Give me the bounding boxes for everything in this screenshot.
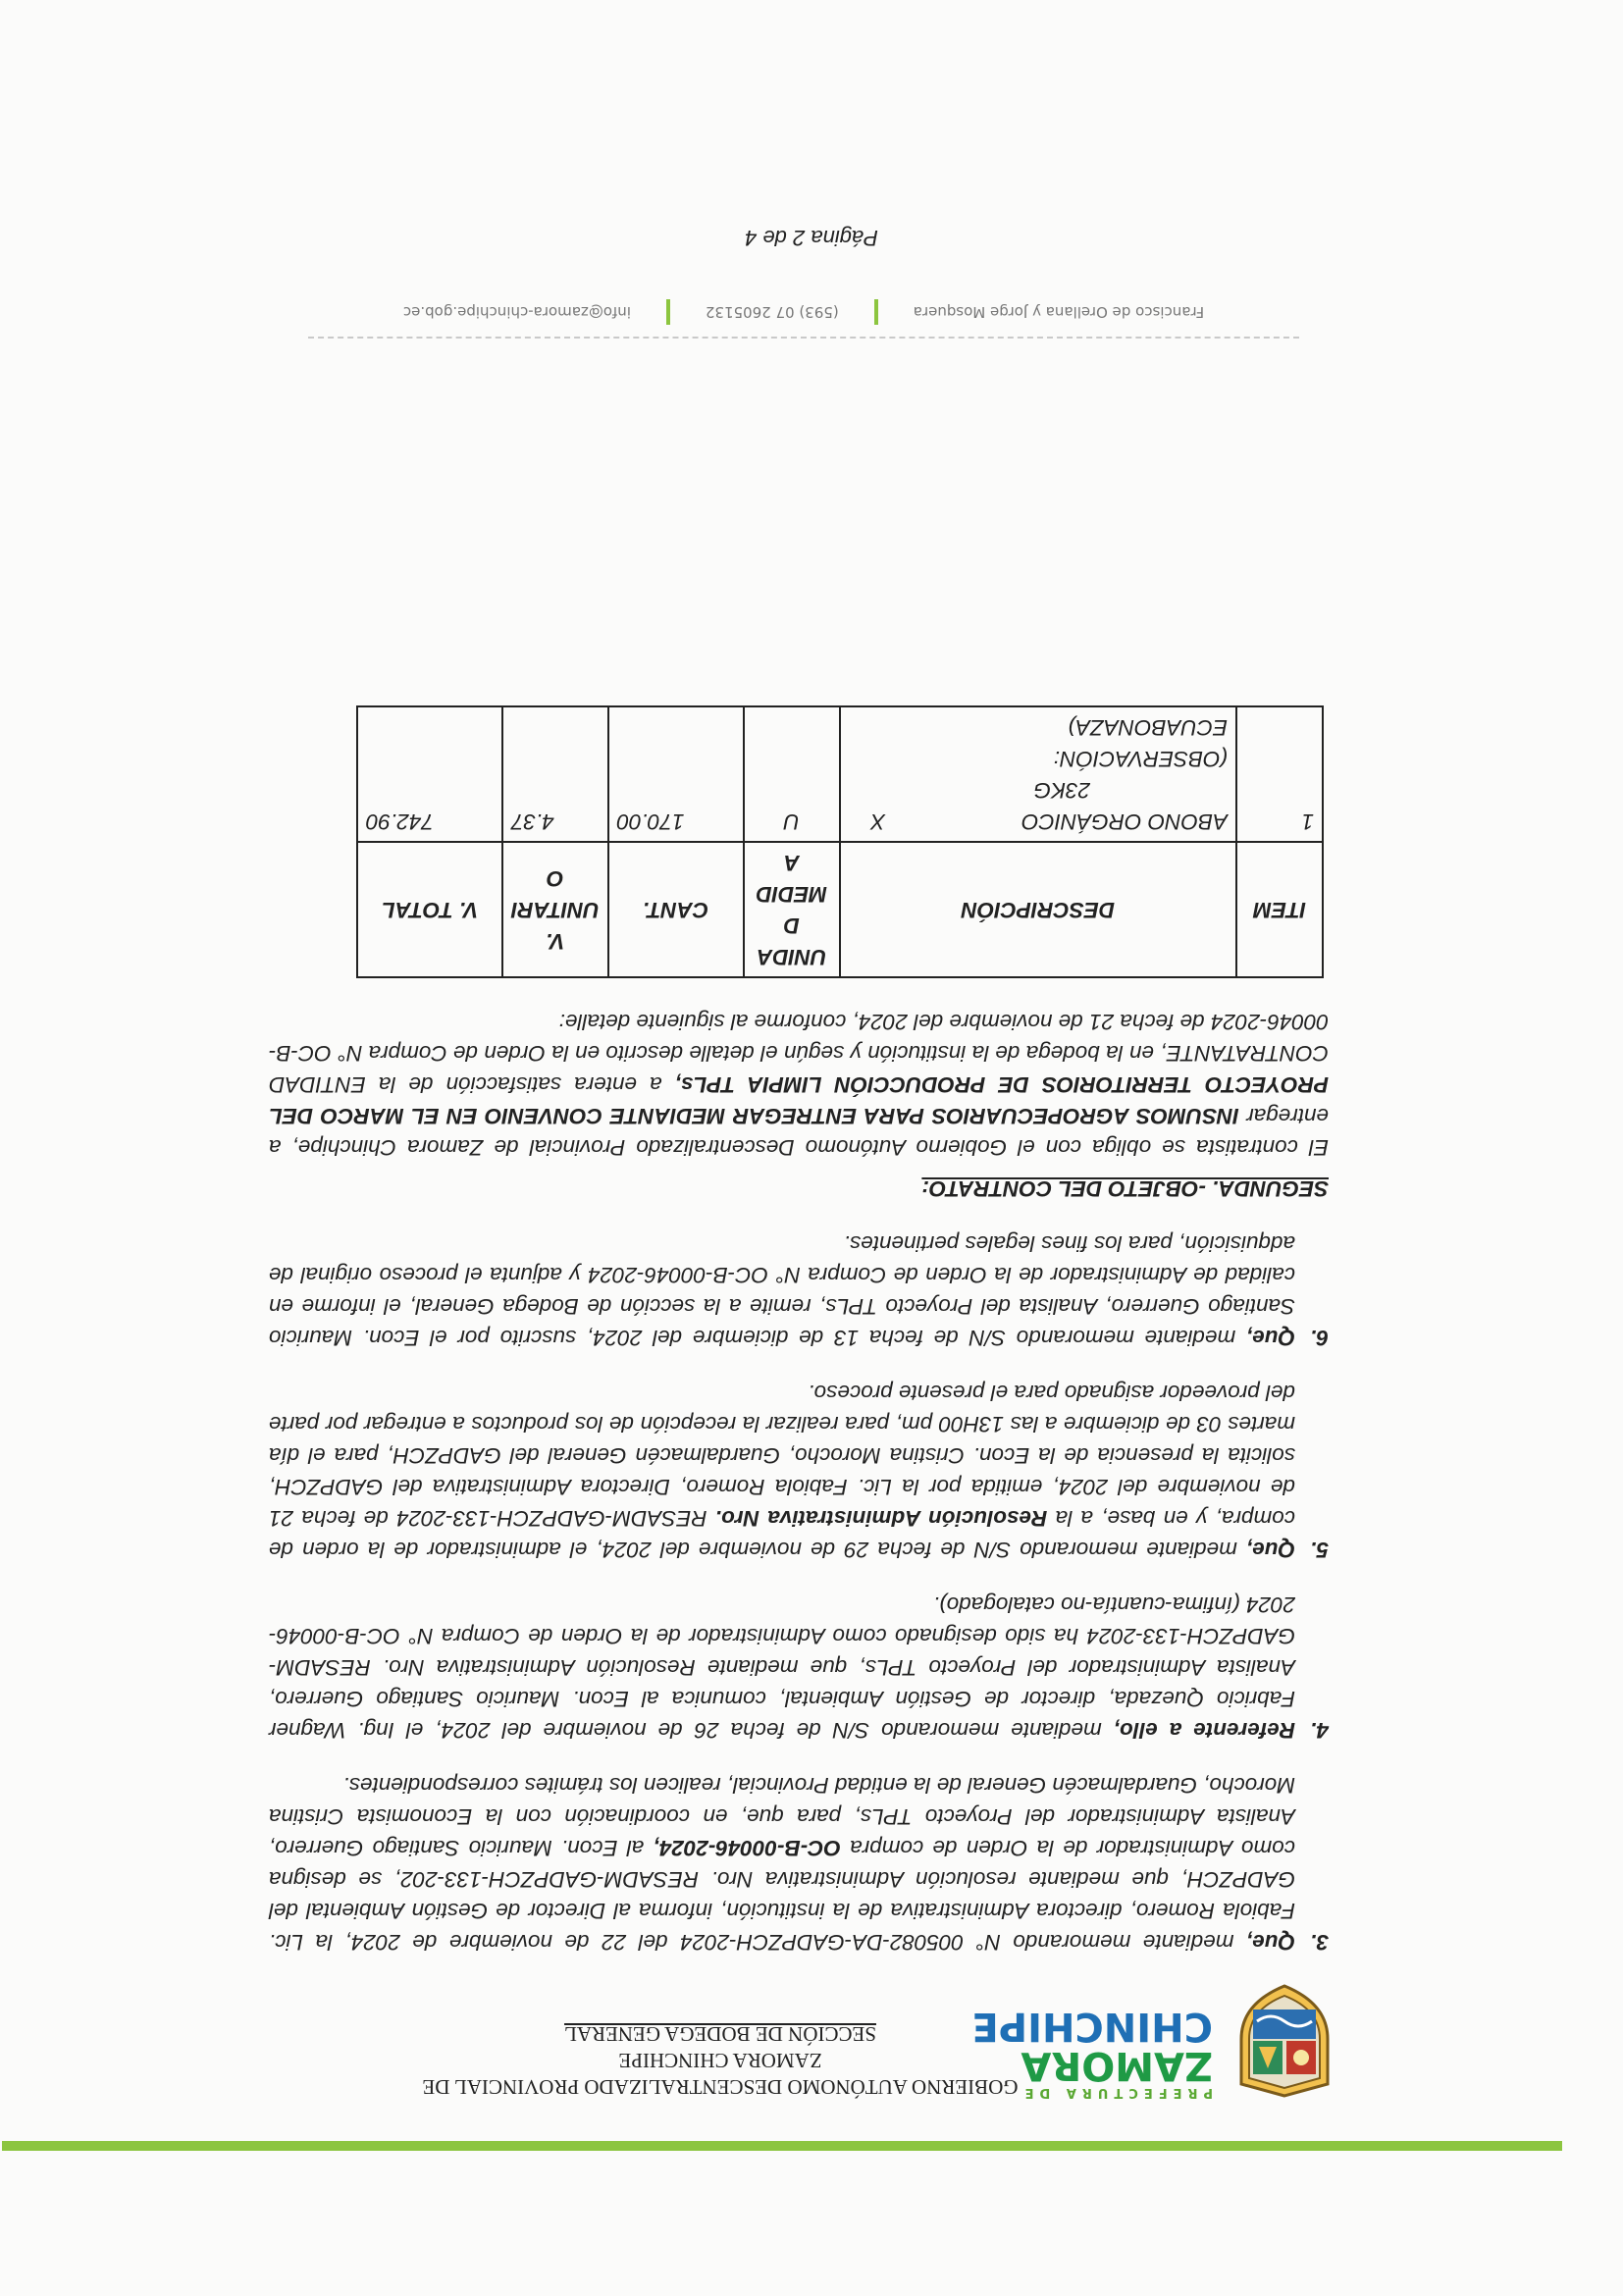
segunda-text: El contratista se obliga con el Gobierno Autónomo Descentralizado Provincial de Zamora Chinchipe, a entregar	[269, 1104, 1329, 1160]
clause-item-5	[269, 1377, 1329, 1565]
item-number: 4.	[1310, 1718, 1329, 1743]
top-green-bar	[2, 2141, 1562, 2151]
col-unit-price: V. UNITARI O	[502, 842, 608, 977]
item-number: 5.	[1310, 1538, 1329, 1562]
col-item: ITEM	[1236, 842, 1323, 977]
section-heading-segunda: SEGUNDA. -OBJETO DEL CONTRATO:	[921, 1176, 1329, 1201]
segunda-text-cont: a entera satisfacción de la ENTIDAD CONTRATANTE, en la bodega de la institución y según el detalle descrito en la Orden de Compra N° OC-B-00046-2024 de fecha 21 de noviembre del 2024, conforme al siguiente detalle:	[269, 1010, 1329, 1097]
table-row	[357, 706, 1323, 842]
segunda-object: INSUMOS AGROPECUARIOS PARA ENTREGAR MEDIANTE CONVENIO EN EL MARCO DEL PROYECTO TERRITORIOS DE PRODUCCIÓN LIMPIA TPLs,	[269, 1072, 1329, 1128]
page-footer	[308, 299, 1299, 339]
brand-prefix: PREFECTURA DE	[1019, 2085, 1213, 2100]
item-text: mediante memorando S/N de fecha 29 de noviembre del 2024, el administrador de la orden de compra, y en base, a la	[269, 1506, 1295, 1562]
province-name: ZAMORA CHINCHIPE	[618, 2049, 822, 2072]
brand-line1: ZAMORA	[1021, 2043, 1213, 2088]
item-text: mediante memorando N° 005082-DA-GADPZCH-2024 del 22 de noviembre de 2024, la Lic. Fabiola Romero, directora Administrativa de la institución, informa al Director de Gestión Ambiental del GADPZCH, que mediante resolución Administrativa Nro. RESADM-GADPZCH-133-202, se designa como Administrador de la Orden de compra	[269, 1836, 1295, 1955]
item-lead: Que,	[1245, 1538, 1295, 1562]
cell-total: 742.90	[357, 706, 502, 842]
item-text-cont: al Econ. Mauricio Santiago Guerrero, Analista Administrador del Proyecto TPLs, para que, en coordinación con la Economista Cristina Morocho, Guardalmacén General de la entidad Provincial, realicen los trámites correspondientes.	[269, 1773, 1295, 1860]
page-number: Página 2 de 4	[745, 226, 878, 250]
col-total: V. TOTAL	[357, 842, 502, 977]
brand-line2: CHINCHIPE	[971, 2004, 1213, 2049]
footer-address: Francisco de Orellana y Jorge Mosquera	[913, 303, 1205, 321]
col-unit: UNIDA D MEDID A	[744, 842, 840, 977]
cell-mark: X	[840, 706, 916, 842]
footer-separator	[874, 299, 878, 325]
cell-unit-price: 4.37	[502, 706, 608, 842]
item-lead: Que,	[1245, 1326, 1295, 1350]
items-table	[356, 705, 1324, 978]
item-number: 3.	[1310, 1930, 1329, 1955]
item-text: mediante memorando S/N de fecha 13 de diciembre del 2024, suscrito por el Econ. Mauricio Santiago Guerrero, Analista del Proyecto TPLs, remite a la sección de Bodega General, el informe en calidad de Administrador de la Orden de Compra N° OC-B-00046-2024 y adjunta el proceso original de adquisición, para los fines legales pertinentes.	[269, 1231, 1295, 1350]
document-body	[269, 705, 1329, 1957]
item-order-code: OC-B-00046-2024,	[653, 1836, 841, 1860]
item-text: mediante memorando S/N de fecha 26 de noviembre del 2024, el Ing. Wagner Fabricio Quezada, director de Gestión Ambiental, comunica al Econ. Mauricio Santiago Guerrero, Analista Administrador del Proyecto TPLs, que mediante Resolución Administrativa Nro. RESADM-GADPZCH-133-2024 ha sido designado como Administrador de la Orden de Compra N° OC-B-00046-2024 (ínfima-cuantía-no catalogado).	[269, 1592, 1295, 1743]
cell-unit: U	[744, 706, 840, 842]
col-qty: CANT.	[608, 842, 744, 977]
footer-email: info@zamora-chinchipe.gob.ec	[402, 303, 631, 321]
clause-item-6	[269, 1227, 1329, 1353]
item-resolution: Resolución Administrativa Nro.	[714, 1506, 1048, 1531]
cell-item: 1	[1236, 706, 1323, 842]
table-header-row	[357, 842, 1323, 977]
footer-phone: (593) 07 2605132	[705, 303, 839, 321]
col-description: DESCRIPCIÓN	[840, 842, 1236, 977]
item-lead: Que,	[1245, 1930, 1295, 1955]
item-text-cont: RESADM-GADPZCH-133-2024 de fecha 21 de noviembre del 2024, emitida por la Lic. Fabiola Romero, Directora Administrativa del GADPZCH, solicita la presencia de la Econ. Cristina Morocho, Guardalmacén General del GADPZCH, para el día martes 03 de diciembre a las 13H00 pm, para realizar la recepción de los productos a entregar por parte del proveedor asignado para el presente proceso.	[269, 1381, 1295, 1531]
item-lead: Referente a ello,	[1113, 1718, 1295, 1743]
item-number: 6.	[1310, 1326, 1329, 1350]
clause-item-3	[269, 1769, 1329, 1957]
institution-name: GOBIERNO AUTÓNOMO DESCENTRALIZADO PROVINCIAL DE	[422, 2075, 1019, 2099]
cell-description: ABONO ORGÁNICO 23KG (OBSERVACIÓN: ECUABONAZA)	[916, 706, 1236, 842]
coat-of-arms-logo	[1226, 1982, 1343, 2100]
cell-qty: 170.00	[608, 706, 744, 842]
segunda-paragraph	[269, 1006, 1329, 1163]
document-header	[367, 2020, 1073, 2100]
footer-separator	[666, 299, 670, 325]
section-name: SECCIÓN DE BODEGA GENERAL	[564, 2022, 876, 2046]
clause-item-4	[269, 1589, 1329, 1746]
